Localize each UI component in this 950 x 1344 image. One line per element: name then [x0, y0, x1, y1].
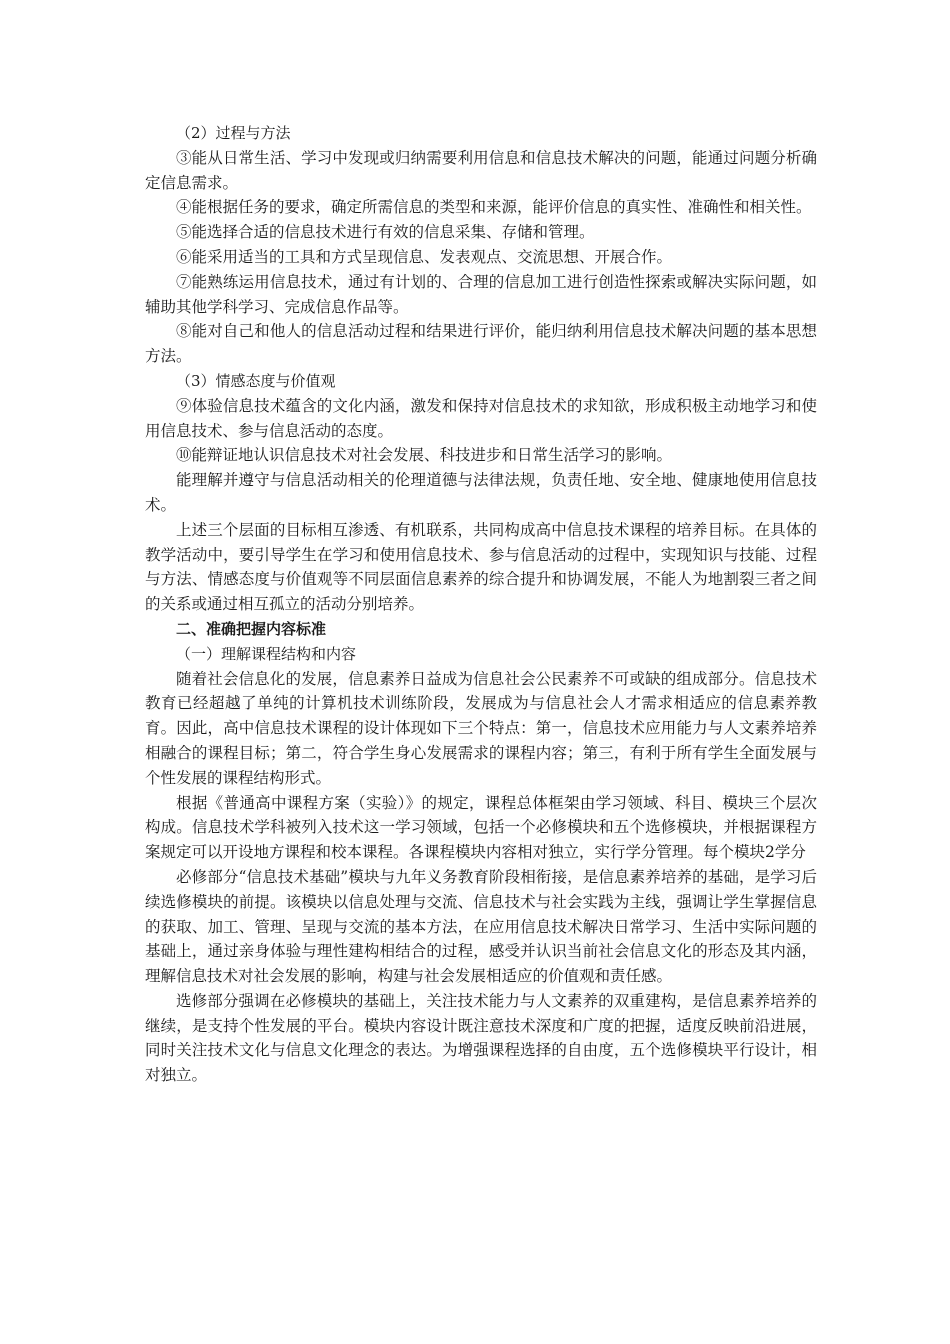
- paragraph-item-10: ⑩能辩证地认识信息技术对社会发展、科技进步和日常生活学习的影响。: [176, 446, 673, 465]
- paragraph-item-3: ③能从日常生活、学习中发现或归纳需要利用信息和信息技术解决的问题，能通过问题分析确定信息需求。: [145, 148, 817, 192]
- section-subheading-process-methods: （2）过程与方法: [176, 124, 291, 142]
- paragraph-item-9: ⑨体验信息技术蕴含的文化内涵，激发和保持对信息技术的求知欲，形成积极主动地学习和使用信息技术、参与信息活动的态度。: [145, 396, 817, 440]
- paragraph-required-module: 必修部分“信息技术基础”模块与九年义务教育阶段相衔接，是信息素养培养的基础，是学习后续选修模块的前提。该模块以信息处理与交流、信息技术与社会实践为主线，强调让学生掌握信息的获取、加工、管理、呈现与交流的基本方法，在应用信息技术解决日常学习、生活中实际问题的基础上，通过亲身体验与理性建构相结合的过程，感受并认识当前社会信息文化的形态及其内涵，理解信息技术对社会发展的影响，构建与社会发展相适应的价值观和责任感。: [145, 867, 817, 986]
- paragraph-item-6: ⑥能采用适当的工具和方式呈现信息、发表观点、交流思想、开展合作。: [176, 247, 673, 266]
- paragraph-elective-modules: 选修部分强调在必修模块的基础上，关注技术能力与人文素养的双重建构，是信息素养培养的继续，是支持个性发展的平台。模块内容设计既注意技术深度和广度的把握，适度反映前沿进展，同时关注技术文化与信息文化理念的表达。为增强课程选择的自由度，五个选修模块平行设计，相对独立。: [145, 991, 817, 1085]
- paragraph-summary-goals: 上述三个层面的目标相互渗透、有机联系，共同构成高中信息技术课程的培养目标。在具体的教学活动中，要引导学生在学习和使用信息技术、参与信息活动的过程中，实现知识与技能、过程与方法、情感态度与价值观等不同层面信息素养的综合提升和协调发展，不能人为地割裂三者之间的关系或通过相互孤立的活动分别培养。: [145, 520, 817, 614]
- paragraph-course-framework: 根据《普通高中课程方案（实验）》的规定，课程总体框架由学习领域、科目、模块三个层次构成。信息技术学科被列入技术这一学习领域，包括一个必修模块和五个选修模块，并根据课程方案规定可以开设地方课程和校本课程。各课程模块内容相对独立，实行学分管理。每个模块2学分: [145, 793, 817, 862]
- paragraph-item-8: ⑧能对自己和他人的信息活动过程和结果进行评价，能归纳利用信息技术解决问题的基本思想方法。: [145, 322, 817, 366]
- paragraph-item-4: ④能根据任务的要求，确定所需信息的类型和来源，能评价信息的真实性、准确性和相关性。: [176, 198, 812, 217]
- paragraph-item-5: ⑤能选择合适的信息技术进行有效的信息采集、存储和管理。: [176, 223, 595, 242]
- document-body: [145, 121, 817, 1088]
- paragraph-informatization: 随着社会信息化的发展，信息素养日益成为信息社会公民素养不可或缺的组成部分。信息技术教育已经超越了单纯的计算机技术训练阶段，发展成为与信息社会人才需求相适应的信息素养教育。因此，高中信息技术课程的设计体现如下三个特点：第一，信息技术应用能力与人文素养培养相融合的课程目标；第二，符合学生身心发展需求的课程内容；第三，有利于所有学生全面发展与个性发展的课程结构形式。: [145, 669, 817, 787]
- section-subheading-attitudes-values: （3）情感态度与价值观: [176, 371, 336, 390]
- section-heading-content-standards: 二、准确把握内容标准: [176, 619, 327, 638]
- paragraph-item-7: ⑦能熟练运用信息技术，通过有计划的、合理的信息加工进行创造性探索或解决实际问题，如辅助其他学科学习、完成信息作品等。: [145, 272, 817, 316]
- section-subheading-course-structure: （一）理解课程结构和内容: [176, 644, 357, 663]
- paragraph-ethics: 能理解并遵守与信息活动相关的伦理道德与法律法规，负责任地、安全地、健康地使用信息技术。: [145, 471, 817, 514]
